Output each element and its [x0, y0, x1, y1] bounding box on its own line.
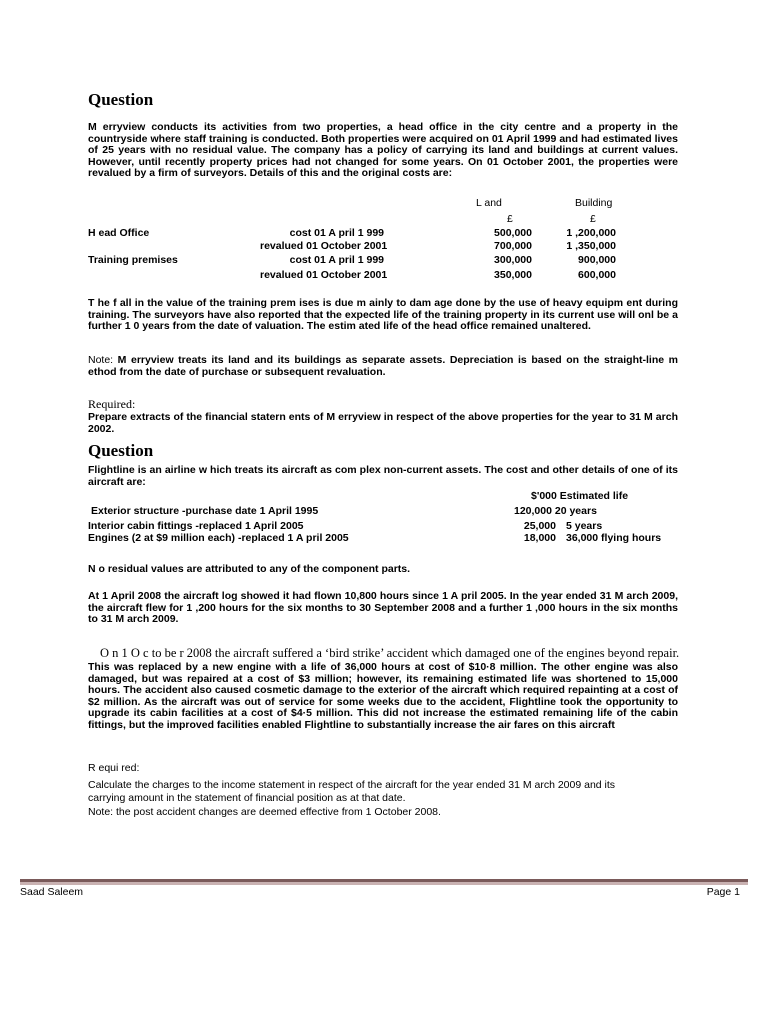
question-2-heading: Question [88, 441, 154, 460]
note-paragraph [88, 355, 678, 378]
aircraft-log-paragraph: At 1 April 2008 the aircraft log showed it had flown 10,800 hours since 1 A pril 2005. In the year ended 31 M arch 2009, the aircraft flew for 1 ,200 hours for the six months to 30 September 2008 and a further 1 ,000 hours in the six months to 31 M arch 2009. [88, 590, 678, 626]
land-currency: £ [507, 213, 513, 225]
row-desc: cost 01 A pril 1 999 [289, 227, 384, 239]
row-land: 350,000 [494, 269, 532, 281]
row-label: Training premises [88, 254, 178, 266]
row-land: 700,000 [494, 240, 532, 252]
post-accident-note: Note: the post accident changes are deemed effective from 1 October 2008. [88, 806, 441, 818]
question-2-intro: Flightline is an airline w hich treats its aircraft as com plex non-current assets. The cost and other details of one of its aircraft are: [88, 464, 678, 488]
row-label: H ead Office [88, 227, 150, 239]
row-building: 1 ,200,000 [566, 227, 616, 239]
component-label: Exterior structure -purchase date 1 April 1995 [91, 505, 319, 517]
bird-strike-paragraph: O n 1 O c to be r 2008 the aircraft suffered a ‘bird strike’ accident which damaged one of the engines beyond repair. [100, 646, 680, 660]
component-label: Engines (2 at $9 million each) -replaced 1 A pril 2005 [88, 532, 349, 544]
component-value: 25,000 [523, 520, 556, 532]
training-premises-paragraph: T he f all in the value of the training prem ises is due m ainly to dam age done by the use of heavy equipm ent during training. The surveyors have also reported that the expected life of the training property in its current use will onl be a further 1 0 years from the date of valuation. The estim ated life of the head office remained unaltered. [88, 297, 678, 333]
component-value: 18,000 [523, 532, 556, 544]
building-column-header: Building [575, 197, 613, 209]
engine-replacement-paragraph: This was replaced by a new engine with a life of 36,000 hours at cost of $10·8 million. The other engine was also damaged, but was repaired at a cost of $3 million; however, its remaining estimated life was shortened to 15,000 hours. The accident also caused cosmetic damage to the exterior of the aircraft which required repainting at a cost of $2 million. As the aircraft was out of service for some weeks due to the accident, Flightline took the opportunity to upgrade its cabin facilities at a cost of $4·5 million. This did not increase the estimated remaining life of the cabin fittings, but the improved facilities enabled Flightline to substantially increase the air fares on this aircraft [88, 661, 678, 731]
component-life: 36,000 flying hours [566, 532, 662, 544]
question-1-heading: Question [88, 90, 154, 109]
building-currency: £ [590, 213, 596, 225]
aircraft-table-header: $'000 Estimated life [531, 490, 629, 502]
component-life: 5 years [566, 520, 603, 532]
note-text: M erryview treats its land and its buildings as separate assets. Depreciation is based on the straight-line m ethod from the date of purchase or subsequent revaluation. [88, 354, 678, 378]
footer-page-number: Page 1 [706, 886, 740, 898]
component-label: Interior cabin fittings -replaced 1 April 2005 [88, 520, 304, 532]
row-building: 900,000 [578, 254, 616, 266]
row-land: 500,000 [494, 227, 532, 239]
row-desc: revalued 01 October 2001 [260, 240, 388, 252]
row-building: 1 ,350,000 [566, 240, 616, 252]
footer-divider-shadow [20, 882, 748, 885]
required-text-2: Calculate the charges to the income statement in respect of the aircraft for the year ended 31 M arch 2009 and its carrying amount in the statement of financial position as at that date. [88, 779, 616, 804]
note-prefix: Note: [88, 354, 118, 366]
row-land: 300,000 [494, 254, 532, 266]
question-1-intro: M erryview conducts its activities from two properties, a head office in the city centre and a property in the countryside where staff training is conducted. Both properties were acquired on 01 April 1999 and had estimated lives of 25 years with no residual value. The company has a policy of carrying its land and buildings at current values. However, until recently property prices had not changed for some years. On 01 October 2001, the properties were revalued by a firm of surveyors. Details of this and the original costs are: [88, 121, 678, 180]
required-label: Required: [88, 397, 136, 411]
component-value: 120,000 20 years [514, 505, 597, 517]
row-desc: cost 01 A pril 1 999 [289, 254, 384, 266]
land-column-header: L and [476, 197, 502, 209]
row-desc: revalued 01 October 2001 [260, 269, 388, 281]
footer-author: Saad Saleem [20, 886, 84, 898]
required-label-2: R equi red: [88, 762, 140, 774]
residual-values-paragraph: N o residual values are attributed to any of the component parts. [88, 563, 411, 575]
required-text: Prepare extracts of the financial statern ents of M erryview in respect of the above properties for the year to 31 M arch 2002. [88, 411, 678, 435]
row-building: 600,000 [578, 269, 616, 281]
